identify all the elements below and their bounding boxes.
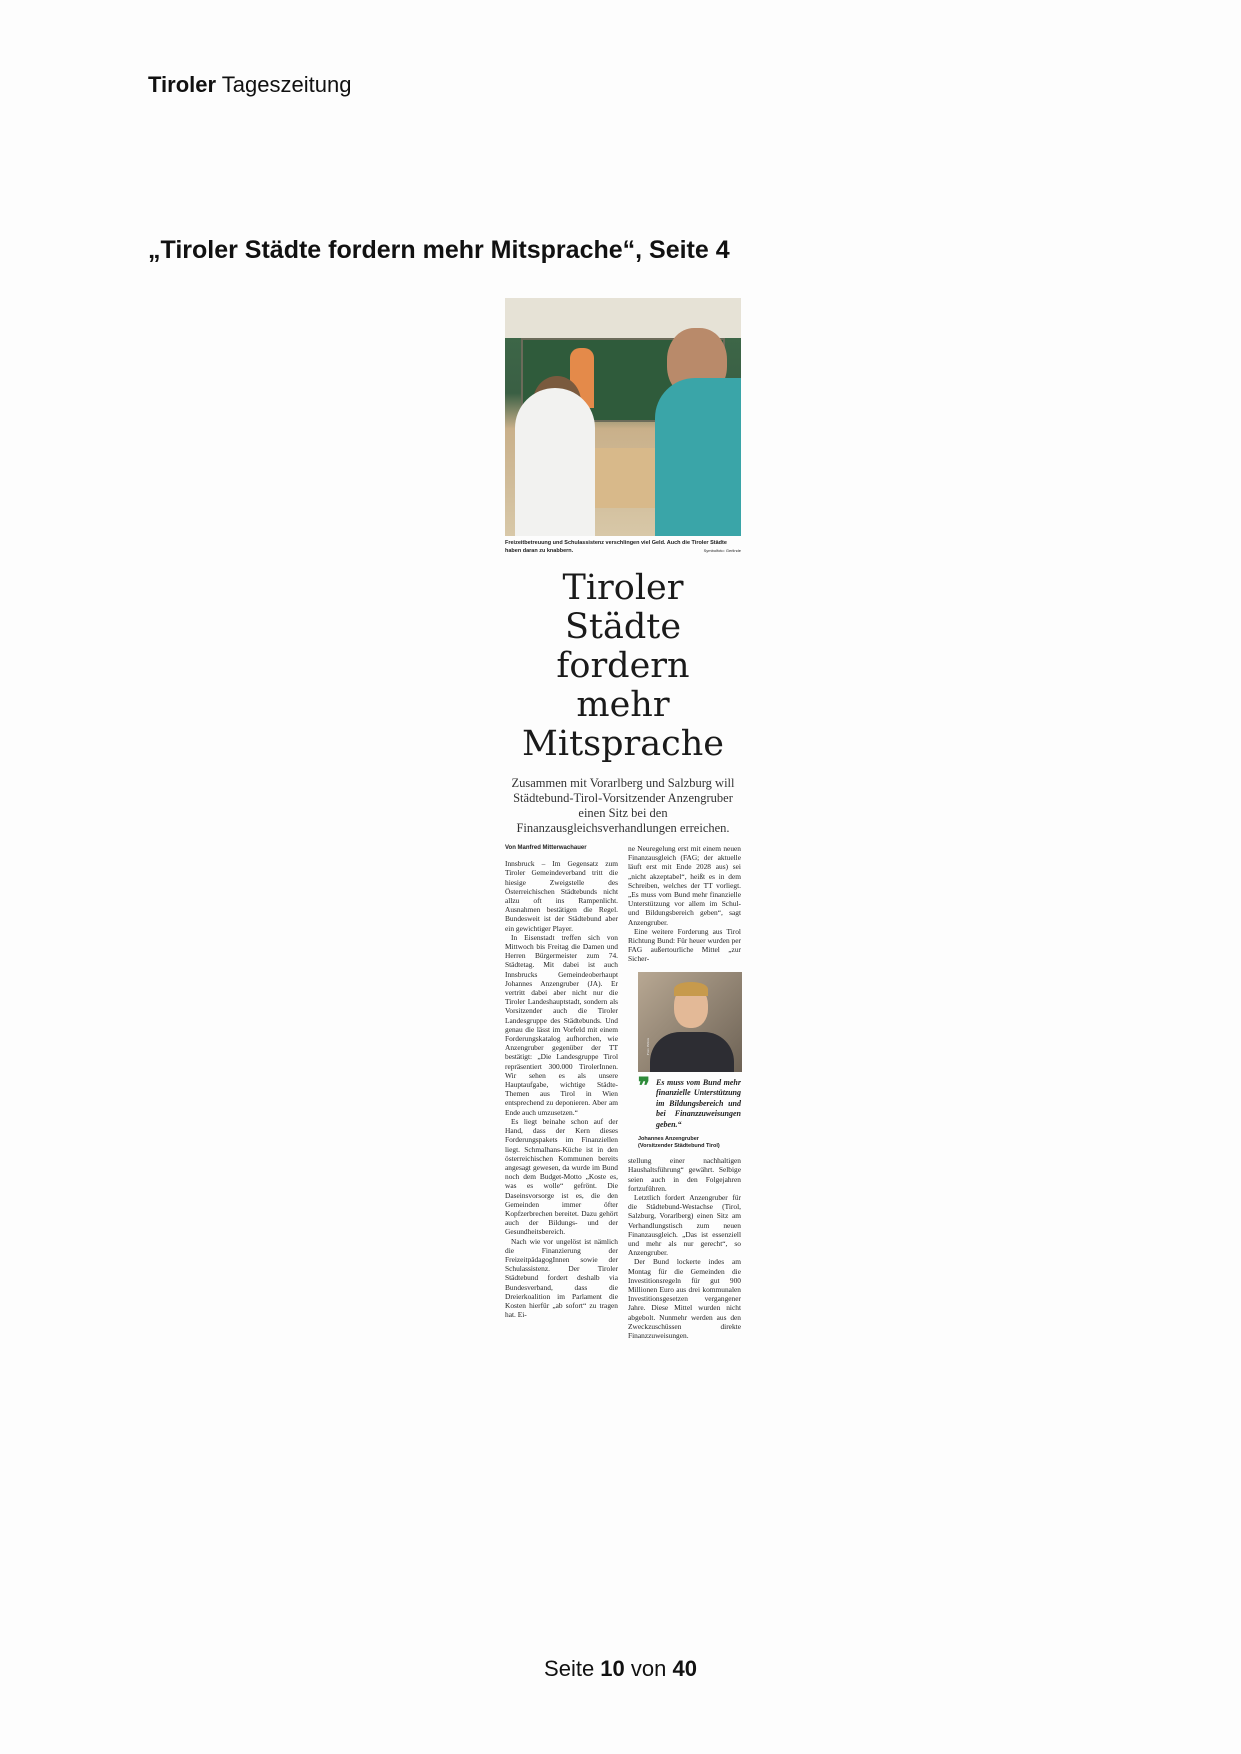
photo-man <box>655 378 741 536</box>
paragraph: Eine weitere Forderung aus Tirol Richtung Bund: Für heuer wurden per FAG außertourliche Mittel „zur Sicher- <box>628 926 741 964</box>
paragraph: Der Bund lockerte indes am Montag für die Gemeinden die Investitionsregeln für gut 900 Millionen Euro aus drei kommunalen Investitionsgesetzen vergangener Jahre. Diese Mittel wurden nicht abgebolt. Nunmehr werden aus den Zweckzuschüssen direkte Finanzzuweisungen. <box>628 1257 741 1340</box>
portrait-suit <box>650 1032 734 1072</box>
article-columns <box>505 844 741 1340</box>
photo-girl <box>515 388 595 536</box>
paragraph: ne Neuregelung erst mit einem neuen Finanzausgleich (FAG; der aktuelle läuft erst mit Ende 2028 aus) sei „nicht akzeptabel“, heißt es in dem Schreiben, welches der TT vorliegt. „Es muss vom Bund mehr finanzielle Unterstützung vor allem im Schul- und Bildungsbereich geben“, sagt Anzengruber. <box>628 844 741 927</box>
quote-mark-icon: ❞ <box>638 1072 650 1098</box>
byline: Von Manfred Mitterwachauer <box>505 845 587 851</box>
article-column-left <box>505 844 618 1340</box>
article-column-right <box>628 844 741 1340</box>
page-prefix: Seite <box>544 1656 601 1681</box>
paragraph: Nach wie vor ungelöst ist nämlich die Finanzierung der FreizeitpädagogInnen sowie der Schulassistenz. Der Tiroler Städtebund fordert deshalb via Bundesverband, dass die Dreierkoalition im Parlament die Kosten hierfür „ab sofort“ zu tragen hat. Ei- <box>505 1236 618 1320</box>
quote-name: Johannes Anzengruber <box>638 1136 699 1143</box>
article-headline: Tiroler Städte fordern mehr Mitsprache <box>522 568 724 764</box>
page-total: 40 <box>672 1656 697 1681</box>
photo-caption-text: Freizeitbetreuung und Schulassistenz verschlingen viel Geld. Auch die Tiroler Städte haben daran zu knabbern. <box>505 540 727 554</box>
page-current: 10 <box>600 1656 625 1681</box>
publication-header <box>148 72 351 98</box>
quote-role: (Vorsitzender Städtebund Tirol) <box>638 1143 720 1150</box>
brand-bold: Tiroler <box>148 72 217 97</box>
brand-rest: Tageszeitung <box>216 72 352 97</box>
quote-source <box>638 1136 741 1150</box>
portrait-credit: Foto: Böhm <box>645 1037 650 1055</box>
photo-caption <box>505 539 741 555</box>
paragraph: Innsbruck – Im Gegensatz zum Tiroler Gemeindeverband tritt die hiesige Zweigstelle des Österreichischen Städtebunds nicht allzu oft ins Rampenlicht. Ausnahmen bestätigen die Regel. Bundesweit ist der Städtebund aber ein gewichtiger Player. <box>505 859 618 933</box>
paragraph: Es liegt beinahe schon auf der Hand, dass der Kern dieses Forderungspakets im Finanziellen liegt. Schmalhans-Küche ist in den österreichischen Kommunen bereits angesagt gewesen, da wurde im Bund noch dem Budget-Motto „Koste es, was es wolle“ gefrönt. Die Daseinsvorsorge ist es, die den Gemeinden immer öfter Kopfzerbrechen bereitet. Dazu gehört auch der Bildungs- und der Gesundheitsbereich. <box>505 1116 618 1237</box>
portrait-hair <box>674 982 708 996</box>
document-title: „Tiroler Städte fordern mehr Mitsprache“, Seite 4 <box>148 236 730 264</box>
page-number <box>0 1656 1241 1682</box>
pull-quote <box>638 1072 741 1131</box>
page-middle: von <box>624 1656 673 1681</box>
photo-credit: Symbolfoto: Gerlinde <box>703 548 741 553</box>
paragraph: Letztlich fordert Anzengruber für die Städtebund-Westachse (Tirol, Salzburg, Vorarlberg) einen Sitz am Verhandlungstisch zum neuen Finanzausgleich. „Das ist essenziell und mehr als nur gerecht“, so Anzengruber. <box>628 1192 741 1258</box>
paragraph: In Eisenstadt treffen sich von Mittwoch bis Freitag die Damen und Herren Bürgermeister zum 74. Städtetag. Mit dabei ist auch Innsbrucks Gemeindeoberhaupt Johannes Anzengruber (JA). Er vertritt dabei aber nicht nur die Tiroler Landeshauptstadt, sondern als Vorsitzender auch die Tiroler Landesgruppe des Städtebunds. Und genau die lässt im Vorfeld mit einem Forderungskatalog aufhorchen, wie Anzengruber gegenüber der TT bestätigt: „Die Landesgruppe Tirol repräsentiert 300.000 TirolerInnen. Wir sehen es als unsere Hauptaufgabe, wichtige Städte-Themen aus Tirol in Wien entsprechend zu deponieren. Aber am Ende auch umzusetzen.“ <box>505 932 618 1117</box>
article-lead: Zusammen mit Vorarlberg und Salzburg will Städtebund-Tirol-Vorsitzender Anzengruber einen Sitz bei den Finanzausgleichsverhandlungen erreichen. <box>511 776 735 835</box>
newspaper-clipping <box>505 298 741 1340</box>
classroom-photo <box>505 298 741 536</box>
pull-quote-text: Es muss vom Bund mehr finanzielle Unterstützung im Bildungsbereich und bei Finanzzuweisungen geben.“ <box>656 1077 741 1129</box>
portrait-photo <box>638 972 742 1072</box>
paragraph: stellung einer nachhaltigen Haushaltsführung“ gewährt. Selbige seien auch in den Folgejahren fortzuführen. <box>628 1156 741 1193</box>
